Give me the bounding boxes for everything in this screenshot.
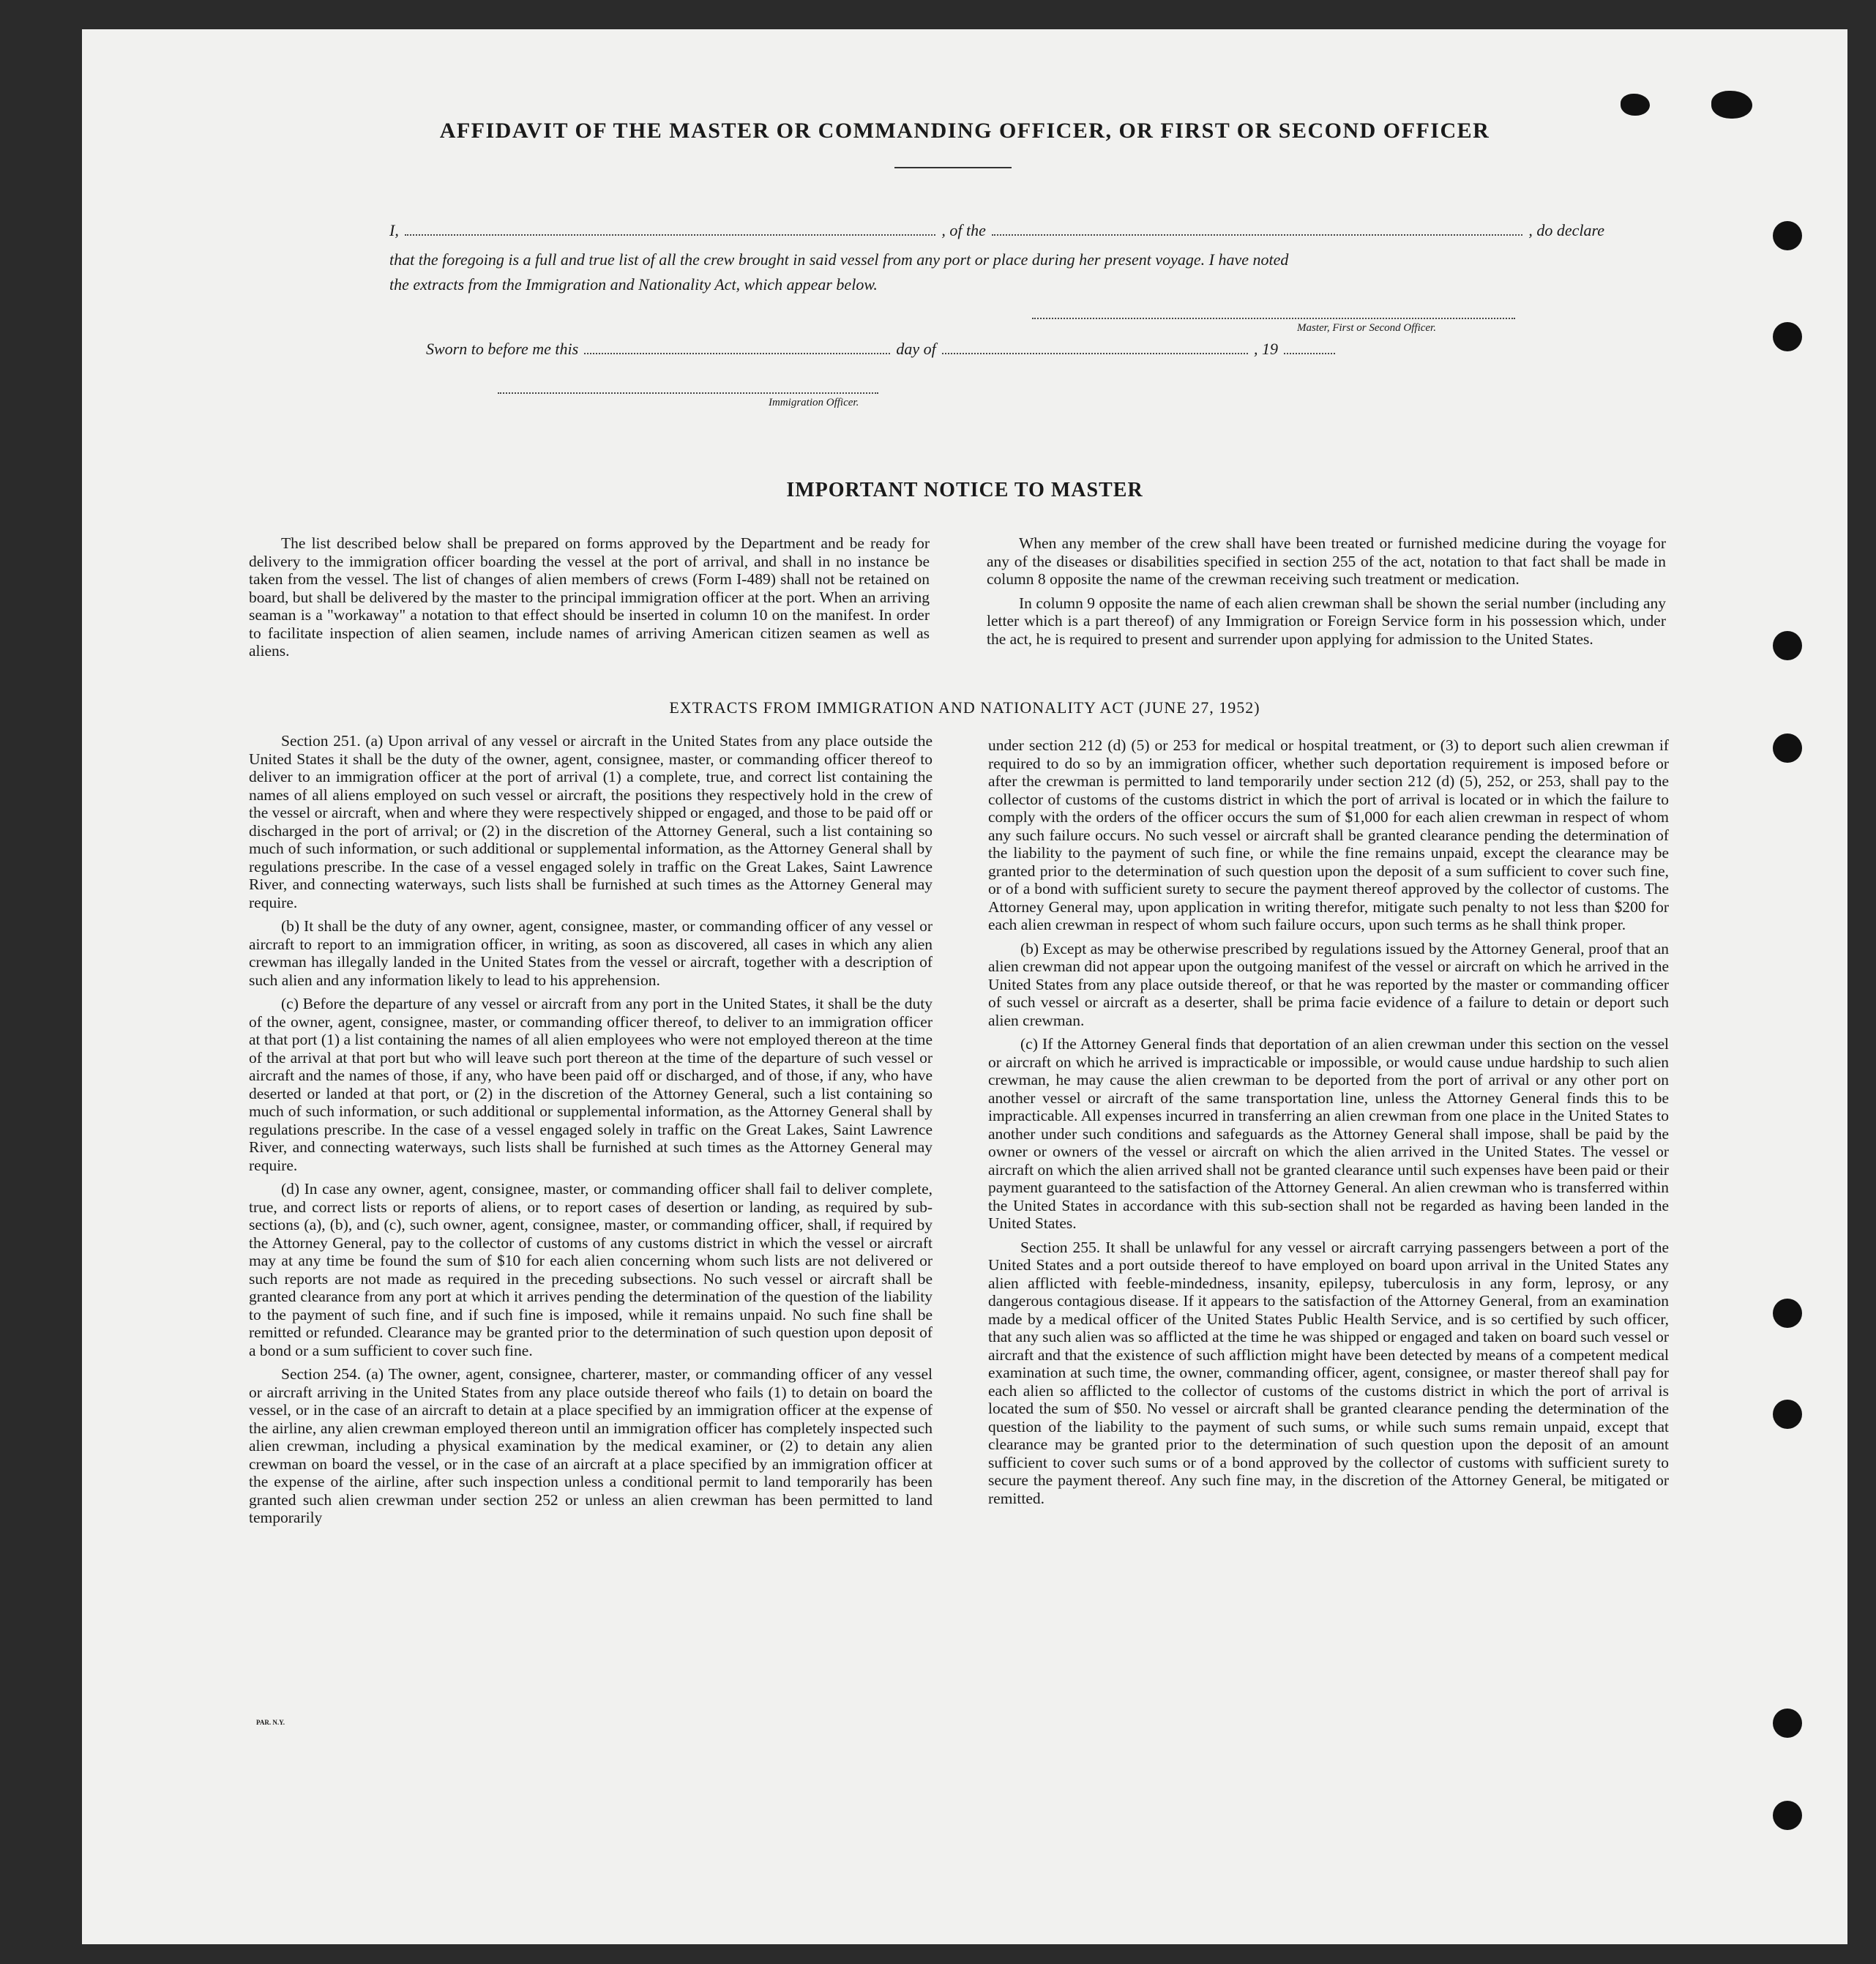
notice-right-paragraph-1: When any member of the crew shall have been treated or furnished medicine during the voyage for any of the diseases or disabilities specified in section 255 of the act, notation to that fact shall be made in column 8 opposite the name of the crewman receiving such treatment or medication. [987, 534, 1666, 588]
declaration-i: I, [389, 221, 399, 239]
section-251b: (b) It shall be the duty of any owner, agent, consignee, master, or commanding officer of any vessel or aircraft to report to an immigration officer, in writing, as soon as discovered, all cases in which any alien crewman has illegally landed in the United States from the vessel or aircraft, together with a description of such alien and any information likely to lead to his apprehension. [249, 917, 933, 989]
binder-hole [1773, 1801, 1802, 1830]
binder-hole [1773, 631, 1802, 660]
section-251a: Section 251. (a) Upon arrival of any vessel or aircraft in the United States from any place outside the United States it shall be the duty of the owner, agent, consignee, master, or commanding officer thereof to deliver to an immigration officer at the port of arrival (1) a complete, true, and correct list containing the names of all aliens employed on such vessel or aircraft, the positions they respectively hold in the crew of the vessel or aircraft, when and where they were respectively shipped or engaged, and those to be paid off or discharged in the port of arrival; or (2) in the discretion of the Attorney General, such a list containing so much of such information, or such additional or supplemental information, as the Attorney General shall by regulations prescribe. In the case of a vessel engaged solely in traffic on the Great Lakes, Saint Lawrence River, and connecting waterways, such lists shall be furnished at such times as the Attorney General may require. [249, 732, 933, 911]
master-signature-line[interactable] [1032, 318, 1515, 319]
declaration-line-1 [389, 221, 1604, 240]
name-field[interactable] [405, 234, 936, 236]
printer-imprint: PAR. N.Y. [256, 1719, 285, 1726]
section-251d: (d) In case any owner, agent, consignee, master, or commanding officer shall fail to deliver complete, true, and correct lists or reports of aliens, or to report cases of desertion or landing, as required by sub-sections (a), (b), and (c), such owner, agent, consignee, master, or commanding officer, shall, if required by the Attorney General, pay to the collector of customs of any customs district in which the vessel or aircraft may at any time be found the sum of $10 for each alien concerning whom such lists are not delivered or such reports are not made as required in the preceding subsections. No such vessel or aircraft shall be granted clearance from any port at which it arrives pending the determination of the question of the liability to the payment of such fine, and if such fine is imposed, while it remains unpaid. No such fine shall be remitted or refunded. Clearance may be granted prior to the determination of such question upon deposit of a bond or a sum sufficient to cover such fine. [249, 1180, 933, 1359]
declaration-line-2: that the foregoing is a full and true list of all the crew brought in said vessel from any port or place during her present voyage. I have noted [389, 250, 1289, 269]
day-of-label: day of [896, 340, 936, 358]
binder-hole [1773, 733, 1802, 763]
section-254c: (c) If the Attorney General finds that deportation of an alien crewman under this section on the vessel or aircraft on which he arrived is impracticable or impossible, or would cause undue hardship to such alien crewman, he may cause the alien crewman to be deported from the port of arrival or any other port on another vessel or aircraft of the same transportation line, unless the Attorney General finds this to be impracticable. All expenses incurred in transferring an alien crewman from one place in the United States to another under such conditions and safeguards as the Attorney General shall impose, shall be paid by the owner or owners of the vessel or aircraft on which the alien arrived in the United States. The vessel or aircraft on which the alien arrived shall not be granted clearance until such expenses have been paid or their payment guaranteed to the satisfaction of the Attorney General. An alien crewman who is transferred within the United States in accordance with this sub-section shall not be regarded as having been landed in the United States. [988, 1035, 1669, 1232]
binder-hole [1773, 322, 1802, 351]
section-254a-continued: under section 212 (d) (5) or 253 for medical or hospital treatment, or (3) to deport such alien crewman if required to do so by an immigration officer, whether such deportation requirement is imposed before or after the crewman is permitted to land temporarily under section 212 (d) (5), 252, or 253, shall pay to the collector of customs of the customs district in which the port of arrival is located or in which the failure to comply with the orders of the officer occurs the sum of $1,000 for each alien crewman in respect of whom any such failure occurs. No such vessel or aircraft shall be granted clearance pending the determination of the liability to the payment of such fine, or while the fine remains unpaid, except the clearance may be granted prior to the determination of such question upon the deposit of a sum sufficient to cover such fine, or of a bond with sufficient surety to secure the payment thereof approved by the collector of customs. The Attorney General may, upon application in writing therefor, mitigate such penalty to not less than $200 for each alien crewman in respect of whom such failure occurs, upon such terms as he shall think proper. [988, 736, 1669, 933]
notice-right-paragraph-2: In column 9 opposite the name of each alien crewman shall be shown the serial number (including any letter which is a part thereof) of any Immigration or Foreign Service form in his possession which, under the act, he is required to present and surrender upon applying for admission to the United States. [987, 594, 1666, 648]
sworn-label: Sworn to before me this [426, 340, 579, 358]
month-field[interactable] [942, 353, 1248, 354]
officer-signature-line[interactable] [498, 392, 878, 394]
sworn-line [426, 340, 1341, 359]
section-251c: (c) Before the departure of any vessel or aircraft from any port in the United States, it shall be the duty of the owner, agent, consignee, master, or commanding officer thereof, to deliver to an immigration officer at that port (1) a list containing the names of all alien employees who were not employed thereon at the time of the arrival at that port but who will leave such port thereon at the time of the departure of such vessel or aircraft and the names of those, if any, who have been paid off or discharged, and of those, if any, who have deserted or landed at that port, or (2) in the discretion of the Attorney General, such a list containing so much of such information, or such additional or supplemental information, as the Attorney General shall by regulations prescribe. In the case of a vessel engaged solely in traffic on the Great Lakes, Saint Lawrence River, and connecting waterways, such lists shall be furnished at such times as the Attorney General may require. [249, 995, 933, 1174]
section-255: Section 255. It shall be unlawful for any vessel or aircraft carrying passengers between a port of the United States and a port outside thereof to have employed on board upon arrival in the United States any alien afflicted with feeble-mindedness, insanity, epilepsy, tuberculosis in any form, leprosy, or any dangerous contagious disease. If it appears to the satisfaction of the Attorney General, from an examination made by a medical officer of the United States Public Health Service, and is so certified by such officer, that any such alien was so afflicted at the time he was shipped or engaged and taken on board such vessel or aircraft and that the existence of such affliction might have been detected by means of a competent medical examination at such time, the owner, commanding officer, agent, consignee, or master thereof shall pay for each alien so afflicted to the collector of customs of the customs district in which the port of arrival is located the sum of $50. No vessel or aircraft shall be granted clearance pending the determination of the question of the liability to the payment of such sums, or while such sums remain unpaid, except that clearance may be granted prior to the determination of such question upon the deposit of an amount sufficient to cover such sums or of a bond approved by the collector of customs with sufficient surety to secure the payment thereof. Any such fine may, in the discretion of the Attorney General, be mitigated or remitted. [988, 1238, 1669, 1507]
ink-blot [1621, 94, 1650, 116]
declaration-of-the: , of the [941, 221, 986, 239]
notice-left-paragraph: The list described below shall be prepared on forms approved by the Department and be ready for delivery to the immigration officer boarding the vessel at the port of arrival, and shall in no instance be taken from the vessel. The list of changes of alien members of crews (Form I-489) shall not be retained on board, but shall be delivered by the master to the principal immigration officer at the port. When an arriving seaman is a "workaway" a notation to that effect should be inserted in column 10 on the manifest. In order to facilitate inspection of alien seamen, include names of arriving American citizen seamen as well as aliens. [249, 534, 930, 660]
notice-left-column [249, 534, 930, 666]
section-254a: Section 254. (a) The owner, agent, consignee, charterer, master, or commanding officer of any vessel or aircraft arriving in the United States from any place outside thereof who fails (1) to detain on board the vessel, or in the case of an aircraft to detain at a place specified by an immigration officer at the expense of the airline, any alien crewman employed thereon until an immigration officer has completely inspected such alien crewman, including a physical examination by the medical examiner, or (2) to detain any alien crewman on board the vessel, or in the case of an aircraft at a place specified by an immigration officer at the expense of the airline, after such inspection unless a conditional permit to land temporarily has been granted such alien crewman under section 252 or unless an alien crewman has been permitted to land temporarily [249, 1365, 933, 1526]
extracts-right-column [988, 736, 1669, 1513]
year-field[interactable] [1284, 353, 1335, 354]
ink-blot [1711, 91, 1752, 119]
binder-hole [1773, 221, 1802, 250]
sworn-day-field[interactable] [584, 353, 890, 354]
officer-caption: Immigration Officer. [769, 397, 859, 408]
binder-hole [1773, 1299, 1802, 1328]
declaration-line-3: the extracts from the Immigration and Nationality Act, which appear below. [389, 275, 878, 294]
vessel-field[interactable] [992, 234, 1523, 236]
affidavit-title: AFFIDAVIT OF THE MASTER OR COMMANDING OFFICER, OR FIRST OR SECOND OFFICER [439, 119, 1490, 143]
title-underline [894, 167, 1012, 168]
document-page [82, 29, 1847, 1944]
declaration-do-declare: , do declare [1528, 221, 1605, 239]
binder-hole [1773, 1400, 1802, 1429]
master-caption: Master, First or Second Officer. [1297, 322, 1436, 334]
binder-hole [1773, 1709, 1802, 1738]
extracts-title: EXTRACTS FROM IMMIGRATION AND NATIONALITY ACT (JUNE 27, 1952) [669, 698, 1260, 717]
year-label: , 19 [1254, 340, 1279, 358]
notice-title: IMPORTANT NOTICE TO MASTER [786, 479, 1143, 501]
section-254b: (b) Except as may be otherwise prescribed by regulations issued by the Attorney General, proof that an alien crewman did not appear upon the outgoing manifest of the vessel or aircraft on which he arrived in the United States from any place outside thereof, or that he was reported by the master or commanding officer of such vessel or aircraft as a deserter, shall be prima facie evidence of a failure to detain or deport such alien crewman. [988, 939, 1669, 1029]
notice-right-column [987, 534, 1666, 654]
extracts-left-column [249, 732, 933, 1533]
